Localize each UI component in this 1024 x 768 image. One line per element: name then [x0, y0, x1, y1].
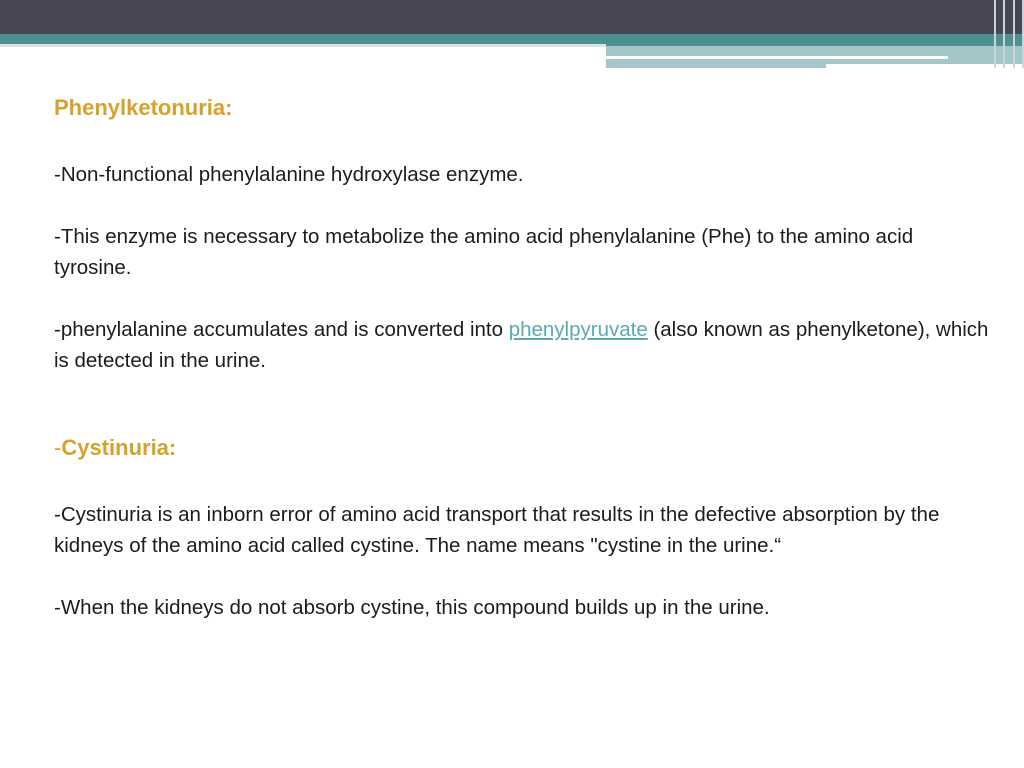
phenylketonuria-point-2: -This enzyme is necessary to metabolize the amino acid phenylalanine (Phe) to the amino acid tyrosine. [54, 225, 914, 279]
stripe [1013, 0, 1015, 68]
stripe [994, 0, 996, 68]
point-3-text-before: -phenylalanine accumulates and is converted into [54, 318, 509, 341]
heading-dash: - [54, 435, 62, 460]
header-dark-bar [0, 0, 1024, 34]
header-grey-strip [0, 44, 606, 47]
cystinuria-point-1: -Cystinuria is an inborn error of amino acid transport that results in the defective absorption by the kidneys of the amino acid called cystine. The name means "cystine in the urine.“ [54, 503, 940, 557]
spacer [54, 128, 994, 159]
header-white-line [606, 56, 948, 59]
header-stripes [994, 0, 1024, 68]
phenylketonuria-point-1: -Non-functional phenylalanine hydroxylase enzyme. [54, 163, 524, 186]
spacer [54, 561, 994, 592]
phenylketonuria-heading: Phenylketonuria: [54, 95, 233, 120]
slide-content [54, 88, 994, 623]
stripe [1003, 0, 1005, 68]
cystinuria-heading [54, 428, 994, 468]
phenylpyruvate-link[interactable]: phenylpyruvate [508, 318, 648, 341]
phenylketonuria-point-3 [54, 314, 994, 376]
spacer [54, 468, 994, 499]
spacer [54, 283, 994, 314]
cystinuria-point-2: -When the kidneys do not absorb cystine, this compound builds up in the urine. [54, 596, 770, 619]
spacer [54, 190, 994, 221]
cystinuria-title: Cystinuria: [61, 435, 177, 460]
spacer [54, 376, 994, 428]
point-3-text-after: (also known as phenylketone), which is detected in the urine. [54, 318, 989, 372]
